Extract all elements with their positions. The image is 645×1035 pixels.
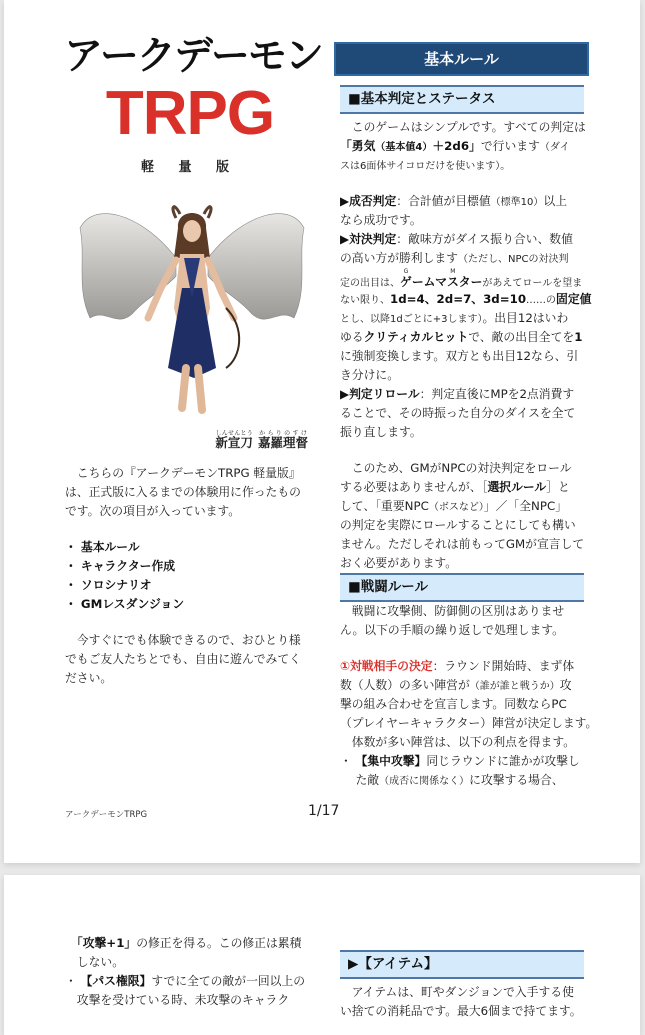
text-segment: ・ bbox=[340, 754, 356, 768]
logo-title-trpg: TRPG bbox=[105, 79, 275, 148]
text-segment: ださい。 bbox=[65, 671, 113, 685]
text-line bbox=[65, 595, 301, 614]
text-segment: ：合計値が目標値 bbox=[396, 194, 491, 208]
author-name-2: 嘉羅理督からりのすけ bbox=[257, 430, 308, 450]
text-line bbox=[340, 752, 597, 771]
text-segment: （ダイ bbox=[539, 142, 570, 153]
text-segment: ません。ただしそれは前もってGMが宣言して bbox=[340, 537, 585, 551]
text-line bbox=[340, 1002, 582, 1021]
text-segment: クリティカルヒット bbox=[363, 330, 469, 344]
text-line bbox=[340, 695, 597, 714]
text-line bbox=[340, 459, 591, 478]
text-line bbox=[340, 230, 591, 249]
text-line bbox=[340, 249, 591, 268]
text-line bbox=[65, 669, 301, 688]
text-segment: 【パス権限】 bbox=[80, 974, 152, 988]
text-line bbox=[65, 538, 301, 557]
text-segment: です。次の項目が入っています。 bbox=[65, 504, 241, 518]
text-segment: する必要はありませんが、［ bbox=[340, 480, 488, 494]
text-segment: 固定値 bbox=[556, 292, 592, 306]
winged-demon-illustration bbox=[76, 198, 308, 422]
text-segment: 今すぐにでも体験できるので、おひとり様 bbox=[65, 633, 301, 647]
text-segment: ームマ bbox=[411, 275, 447, 289]
text-segment: スM bbox=[446, 268, 459, 289]
page-number: 1/17 bbox=[308, 803, 340, 819]
text-segment: ・ キャラクター作成 bbox=[65, 559, 176, 573]
text-segment: ・ bbox=[65, 974, 81, 988]
text-line bbox=[340, 478, 591, 497]
text-segment: なら成功です。 bbox=[340, 213, 422, 227]
text-segment: このため、GMがNPCの対決判定をロール bbox=[340, 461, 572, 475]
subsection-header-combat: ■戦闘ルール bbox=[340, 573, 584, 602]
text-segment: このゲームはシンプルです。すべての判定は bbox=[340, 120, 586, 134]
text-segment: ることで、その時振った自分のダイスを全て bbox=[340, 406, 576, 420]
author-credit bbox=[215, 430, 308, 451]
text-segment: しない。 bbox=[65, 955, 124, 969]
items-text bbox=[340, 983, 582, 1021]
text-segment: 振り直します。 bbox=[340, 425, 422, 439]
text-segment: い捨ての消耗品です。最大6個まで持てます。 bbox=[340, 1004, 582, 1018]
text-segment bbox=[65, 936, 77, 950]
text-segment: （ボスなど） bbox=[428, 502, 484, 513]
text-segment: （基本値4） bbox=[375, 142, 433, 153]
text-line bbox=[340, 347, 591, 366]
text-segment: （ただし、NPCの対決判 bbox=[457, 254, 569, 265]
text-segment: 。出目12はいわ bbox=[482, 311, 569, 325]
text-line bbox=[65, 521, 301, 538]
text-segment: 以上 bbox=[543, 194, 567, 208]
text-line bbox=[340, 535, 591, 554]
text-segment: 攻撃を受けている時、未攻撃のキャラク bbox=[65, 993, 290, 1007]
text-segment: ・ GMレスダンジョン bbox=[65, 597, 185, 611]
text-segment: 選択ルール bbox=[487, 480, 547, 494]
text-line bbox=[340, 366, 591, 385]
text-line bbox=[340, 497, 591, 516]
text-segment: ］と bbox=[546, 480, 570, 494]
text-line bbox=[340, 983, 582, 1002]
logo-title-kana: アークデーモン bbox=[64, 34, 322, 79]
text-line bbox=[65, 614, 301, 631]
text-line bbox=[340, 175, 591, 192]
text-segment: に強制変換します。双方とも出目12なら、引 bbox=[340, 349, 579, 363]
text-line bbox=[340, 211, 591, 230]
text-segment: （成否に関係なく） bbox=[379, 776, 470, 787]
text-line bbox=[340, 676, 597, 695]
text-segment: の判定を実際にロールすることにしても構い bbox=[340, 518, 576, 532]
text-line bbox=[340, 442, 591, 459]
text-line bbox=[65, 502, 301, 521]
text-segment: 定の出目は、 bbox=[340, 278, 400, 289]
text-segment: ゆる bbox=[340, 330, 364, 344]
text-line bbox=[65, 631, 301, 650]
text-line bbox=[340, 640, 597, 657]
text-segment: （標準10） bbox=[490, 197, 544, 208]
text-line bbox=[340, 268, 591, 290]
text-segment: 同じラウンドに誰かが攻撃し bbox=[426, 754, 580, 768]
author-name-1: 新宣刀しんせんとう bbox=[215, 430, 253, 450]
text-segment: アイテムは、町やダンジョンで入手する使 bbox=[340, 985, 574, 999]
text-segment: で、敵の出目全てを bbox=[468, 330, 575, 344]
text-segment: ▶成否判定 bbox=[340, 194, 397, 208]
text-segment: スは6面体サイコロだけを使います）。 bbox=[340, 161, 511, 172]
text-line bbox=[65, 934, 305, 953]
text-segment: ＋2d6」 bbox=[432, 139, 481, 153]
text-segment: ター bbox=[458, 275, 483, 289]
text-line bbox=[65, 953, 305, 972]
text-segment: すでに全ての敵が一回以上の bbox=[151, 974, 306, 988]
text-segment: ▶対決判定 bbox=[340, 232, 397, 246]
text-segment: 撃の組み合わせを宣言します。同数ならPC bbox=[340, 697, 567, 711]
text-segment: ゲG bbox=[400, 268, 412, 289]
text-segment: 「攻撃+1」 bbox=[76, 936, 137, 950]
text-line bbox=[340, 516, 591, 535]
text-segment: して、「重要NPC bbox=[340, 499, 429, 513]
text-line bbox=[340, 137, 591, 156]
combat-text bbox=[340, 602, 597, 790]
text-segment: 数（人数）の多い陣営が bbox=[340, 678, 470, 692]
text-line bbox=[340, 290, 591, 309]
text-line bbox=[65, 464, 301, 483]
text-segment: は、正式版に入るまでの体験用に作ったもの bbox=[65, 485, 301, 499]
text-line bbox=[340, 771, 597, 790]
text-line bbox=[340, 621, 597, 640]
text-segment: き分けに。 bbox=[340, 368, 399, 382]
text-line bbox=[340, 385, 591, 404]
text-segment: で行います bbox=[480, 139, 540, 153]
text-line bbox=[340, 423, 591, 442]
text-segment: ：敵味方がダイス振り合い、数値 bbox=[396, 232, 573, 246]
document-page-1 bbox=[4, 0, 640, 863]
subsection-header-basic-check: ■基本判定とステータス bbox=[340, 85, 584, 114]
text-segment: ：判定直後にMPを2点消費す bbox=[419, 387, 575, 401]
page2-left-text bbox=[65, 934, 305, 1010]
text-segment: 【集中攻撃】 bbox=[355, 754, 427, 768]
text-segment: ・ ソロシナリオ bbox=[65, 578, 152, 592]
text-line bbox=[340, 156, 591, 175]
text-segment: 」／「全NPC」 bbox=[483, 499, 567, 513]
text-line bbox=[65, 483, 301, 502]
text-segment: でもご友人たちとでも、自由に遊んでみてく bbox=[65, 652, 301, 666]
text-segment: ・ 基本ルール bbox=[65, 540, 140, 554]
text-line bbox=[340, 657, 597, 676]
text-segment: こちらの『アークデーモンTRPG 軽量版』 bbox=[65, 466, 301, 480]
text-line bbox=[340, 554, 591, 573]
text-segment: ▶判定リロール bbox=[340, 387, 420, 401]
text-segment: おく必要があります。 bbox=[340, 556, 458, 570]
basic-check-text bbox=[340, 118, 591, 573]
text-segment: 「勇気 bbox=[340, 139, 376, 153]
text-segment: 戦闘に攻撃側、防御側の区別はありませ bbox=[340, 604, 565, 618]
text-segment: があえてロールを望ま bbox=[482, 278, 583, 289]
intro-text bbox=[65, 464, 301, 688]
text-line bbox=[340, 309, 591, 328]
text-line bbox=[340, 192, 591, 211]
text-line bbox=[65, 972, 305, 991]
document-page-2 bbox=[4, 875, 640, 1035]
text-line bbox=[340, 602, 597, 621]
text-segment: た敵 bbox=[340, 773, 380, 787]
text-line bbox=[340, 714, 597, 733]
text-segment: （プレイヤーキャラクター）陣営が決定します。 bbox=[340, 716, 598, 730]
text-line bbox=[340, 404, 591, 423]
text-line bbox=[65, 576, 301, 595]
text-line bbox=[340, 118, 591, 137]
text-segment: ……の bbox=[526, 295, 557, 306]
text-segment: の高い方が勝利します bbox=[340, 251, 458, 265]
text-segment: 1 bbox=[574, 330, 583, 344]
text-line bbox=[340, 328, 591, 347]
text-segment: ：ラウンド開始時、まず体 bbox=[432, 659, 575, 673]
text-segment: ①対戦相手の決定 bbox=[340, 659, 433, 673]
section-header-basic-rules: 基本ルール bbox=[334, 42, 589, 76]
text-segment: ない限り、 bbox=[340, 295, 390, 306]
footer-title: アークデーモンTRPG bbox=[65, 810, 148, 820]
text-segment: （誰が誰と戦うか） bbox=[469, 681, 560, 692]
subsection-header-items: ▶【アイテム】 bbox=[340, 950, 584, 979]
text-segment: 1d=4、2d=7、3d=10 bbox=[390, 292, 527, 306]
text-segment: に攻撃する場合、 bbox=[469, 773, 564, 787]
edition-label: 軽 量 版 bbox=[140, 160, 240, 175]
text-line bbox=[65, 650, 301, 669]
text-segment: 攻 bbox=[559, 678, 572, 692]
text-segment: 体数が多い陣営は、以下の利点を得ます。 bbox=[340, 735, 575, 749]
text-segment: ん。以下の手順の繰り返しで処理します。 bbox=[340, 623, 564, 637]
text-line bbox=[65, 557, 301, 576]
text-line bbox=[65, 991, 305, 1010]
text-line bbox=[340, 733, 597, 752]
text-segment: とし、以降1dごとに+3します） bbox=[340, 314, 483, 325]
text-segment: の修正を得る。この修正は累積 bbox=[136, 936, 302, 950]
